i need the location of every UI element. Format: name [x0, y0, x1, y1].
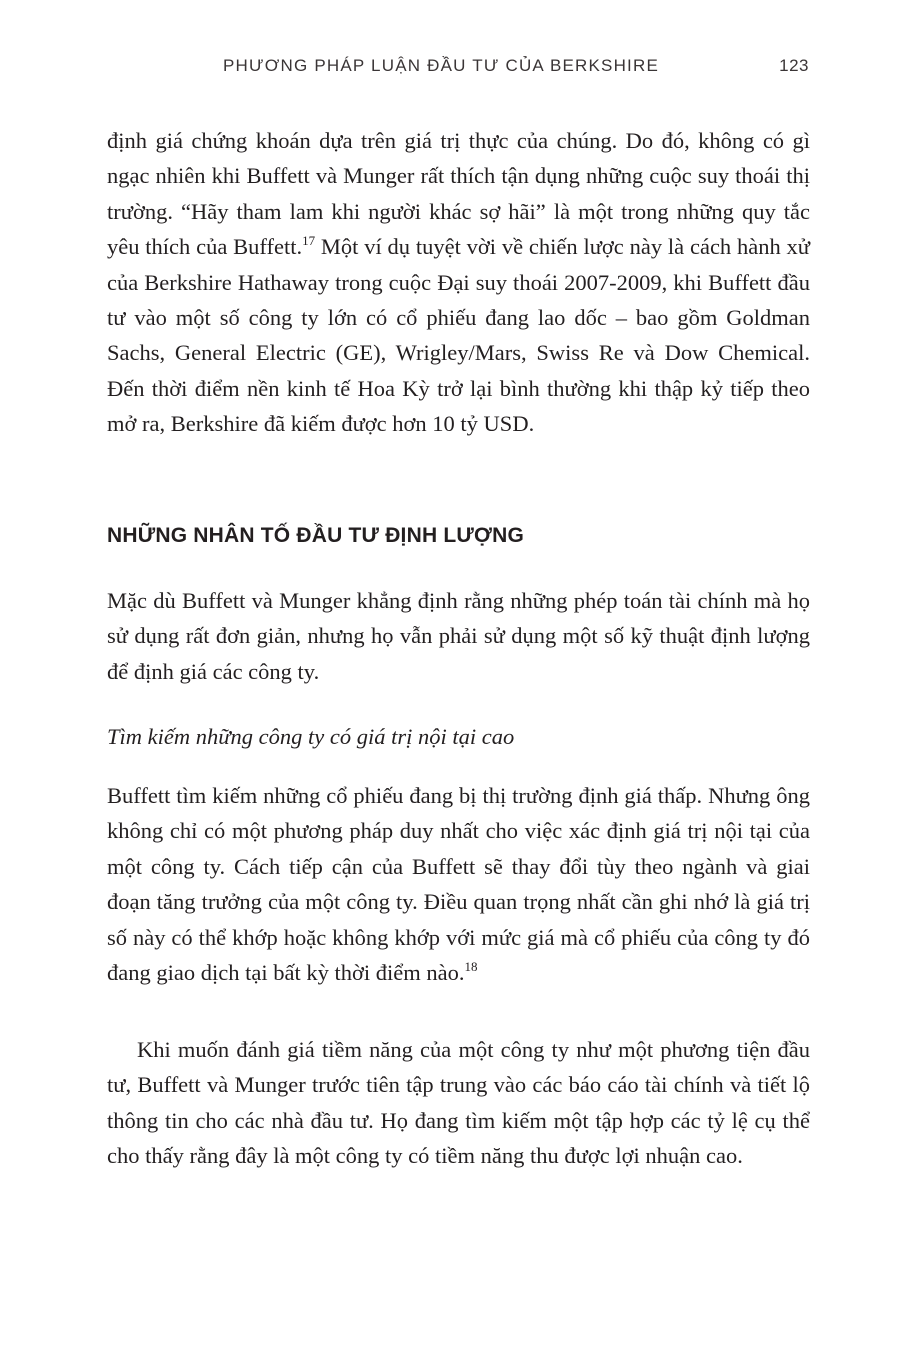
- paragraph-3-text-body: Buffett tìm kiếm những cổ phiếu đang bị thị trường định giá thấp. Nhưng ông không chỉ có một phương pháp duy nhất cho việc xác định giá trị nội tại của một công ty. Cách tiếp cận của Buffett sẽ thay đổi tùy theo ngành và giai đoạn tăng trưởng của một công ty. Điều quan trọng nhất cần ghi nhớ là giá trị số này có thể khớp hoặc không khớp với mức giá mà cổ phiếu của công ty đó đang giao dịch tại bất kỳ thời điểm nào.: [107, 783, 810, 986]
- paragraph-2-text: Mặc dù Buffett và Munger khẳng định rằng những phép toán tài chính mà họ sử dụng rất đơn giản, nhưng họ vẫn phải sử dụng một số kỹ thuật định lượng để định giá các công ty.: [107, 588, 810, 684]
- subheading: Tìm kiếm những công ty có giá trị nội tại cao: [107, 724, 515, 749]
- paragraph-1-text-start: định giá chứng khoán dựa trên giá trị thực của chúng. Do đó, không có gì ngạc nhiên khi Buffett và Munger rất thích tận dụng những cuộc suy thoái thị trường. “Hãy tham lam khi người khác sợ hãi” là một trong những quy tắc yêu thích của Buffett.: [107, 128, 810, 260]
- section-heading: NHỮNG NHÂN TỐ ĐẦU TƯ ĐỊNH LƯỢNG: [107, 524, 525, 547]
- page-number: 123: [779, 56, 809, 75]
- paragraph-1-text-continued: Một ví dụ tuyệt vời về chiến lược này là cách hành xử của Berkshire Hathaway trong cuộc Đại suy thoái 2007-2009, khi Buffett đầu tư vào một số công ty lớn có cổ phiếu đang lao dốc – bao gồm Goldman Sachs, General Electric (GE), Wrigley/Mars, Swiss Re và Dow Chemical. Đến thời điểm nền kinh tế Hoa Kỳ trở lại bình thường khi thập kỷ tiếp theo mở ra, Berkshire đã kiếm được hơn 10 tỷ USD.: [107, 234, 810, 437]
- paragraph-1: [107, 123, 810, 442]
- paragraph-3: [107, 778, 810, 990]
- footnote-ref-17: 17: [302, 233, 316, 249]
- paragraph-4: [107, 1032, 810, 1174]
- paragraph-2: [107, 583, 810, 689]
- running-header: [107, 56, 809, 82]
- footnote-ref-18: 18: [464, 959, 478, 975]
- running-title: PHƯƠNG PHÁP LUẬN ĐẦU TƯ CỦA BERKSHIRE: [223, 56, 659, 75]
- paragraph-3-text: [107, 778, 810, 990]
- paragraph-1-text: [107, 123, 810, 442]
- paragraph-4-text: Khi muốn đánh giá tiềm năng của một công ty như một phương tiện đầu tư, Buffett và Munger trước tiên tập trung vào các báo cáo tài chính và tiết lộ thông tin cho các nhà đầu tư. Họ đang tìm kiếm một tập hợp các tỷ lệ cụ thể cho thấy rằng đây là một công ty có tiềm năng thu được lợi nhuận cao.: [107, 1037, 810, 1169]
